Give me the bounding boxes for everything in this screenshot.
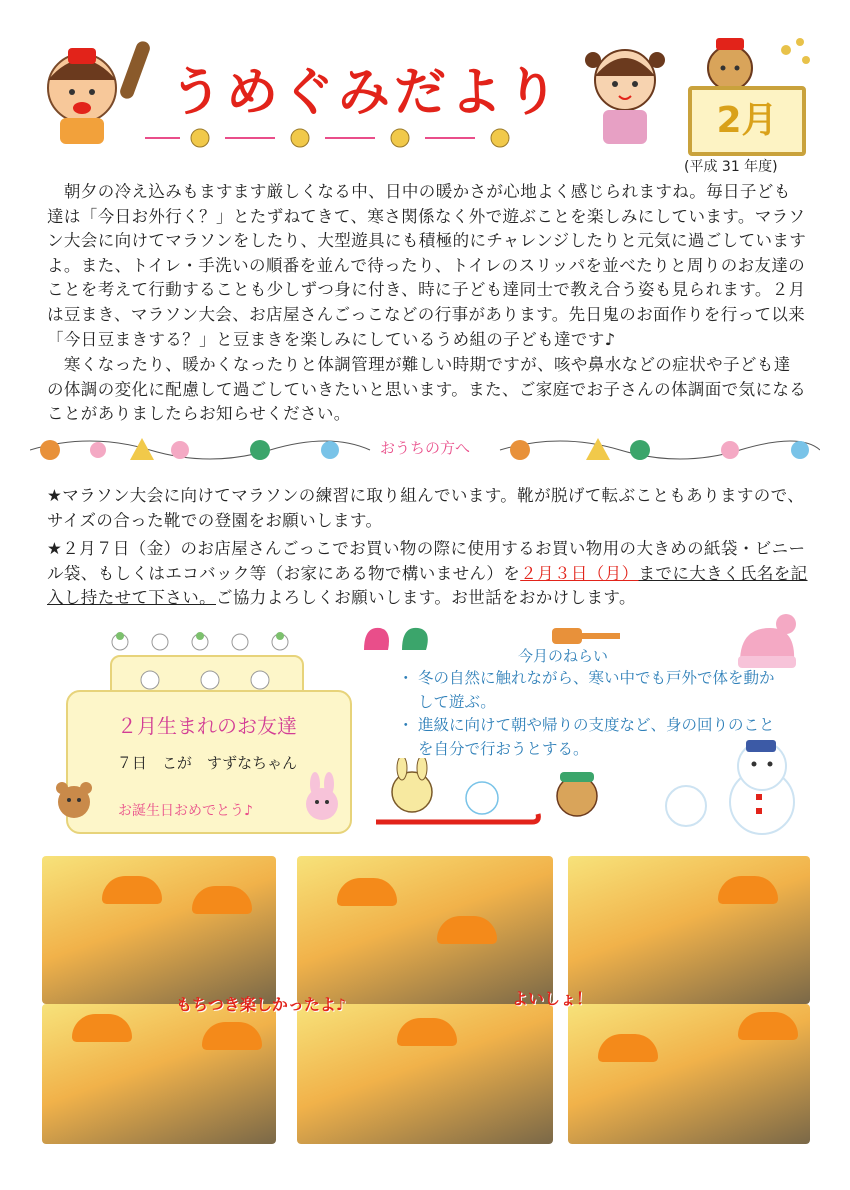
photo-mochi-2 — [297, 856, 553, 1004]
birthday-message: お誕生日おめでとう♪ — [118, 803, 253, 819]
month-label: 2月 — [716, 100, 778, 141]
photo-mochi-3 — [568, 856, 810, 1004]
notice-heading: おうちの方へ — [380, 439, 471, 457]
girl-illustration — [575, 30, 675, 150]
newsletter-title: うめぐみだより — [170, 63, 563, 123]
notice-item-shop-text: ★２月７日（金）のお店屋さんごっこでお買い物の際に使用するお買い物用の大きめの紙袋・ビニール袋、もしくはエコバック等（お家にある物で構いません）を — [47, 539, 806, 583]
notice-item-shop-instruction: までに大きく氏名を記入し持たせて下さい。 — [47, 563, 808, 608]
aim-item-self-care-text: 進級に向けて朝や帰りの支度など、身の回りのことを自分で行おうとする。 — [418, 716, 775, 758]
bean-decoration-line — [140, 128, 540, 148]
snowman-icon — [650, 736, 810, 836]
notice-deadline-date: ２月３日（月） — [520, 563, 639, 583]
photo-mochi-1 — [42, 856, 276, 1004]
mittens-icon — [358, 620, 438, 660]
health-paragraph: 寒くなったり、暖かくなったりと体調管理が難しい時期ですが、咳や鼻水などの症状や子ども達の体調の変化に配慮して過ごしていきたいと思います。また、ご家庭でお子さんの体調面で気になることがありましたらお知らせください。 — [47, 355, 807, 424]
bear-icon — [52, 778, 96, 822]
knit-hat-icon — [732, 612, 802, 672]
sled-animals-illustration — [372, 758, 672, 834]
photo-mochi-5 — [297, 1004, 553, 1144]
intro-paragraph: 朝夕の冷え込みもますます厳しくなる中、日中の暖かさが心地よく感じられますね。毎日子ども達は「今日お外行く？」とたずねてきて、寒さ関係なく外で遊ぶことを楽しみにしています。マラソン大会に向けてマラソンをしたり、大型遊具にも積極的にチャレンジしたりと元気に過ごしていますよ。また、トイレ・手洗いの順番を並んで待ったり、トイレのスリッパを並べたりと周りのお友達のことを考えて行動することも少しずつ身に付き、時に子ども達同士で教え合う姿も見られます。２月は豆まき、マラソン大会、お店屋さんごっこなどの行事があります。先日鬼のお面作りを行って以来「今日豆まきする？」と豆まきを楽しみにしているうめ組の子ども達です♪ — [47, 182, 807, 349]
bear-oni-illustration — [690, 30, 820, 90]
aim-item-self-care: ・ 進級に向けて朝や帰りの支度など、身の回りのことを自分で行おうとする。 — [398, 716, 775, 758]
notice-item-marathon: ★マラソン大会に向けてマラソンの練習に取り組んでいます。靴が脱げて転ぶこともありますので、サイズの合った靴での登園をお願いします。 — [47, 486, 805, 530]
era-label: (平成 31 年度) — [684, 159, 778, 175]
month-badge — [688, 86, 806, 156]
notice-item-shop-thanks: ご協力よろしくお願いします。お世話をおかけします。 — [216, 588, 636, 608]
cake-decoration — [60, 620, 360, 700]
birthday-child-name: ７日 こが すずなちゃん — [116, 754, 298, 772]
aim-item-outdoor: ・ 冬の自然に触れながら、寒い中でも戸外で体を動かして遊ぶ。 — [398, 669, 775, 711]
rabbit-icon — [300, 772, 344, 822]
photo-caption-yoisho: よいしょ！ — [512, 989, 593, 1008]
photo-mochi-6 — [568, 1004, 810, 1144]
notice-item-shop — [47, 537, 817, 611]
aims-title: 今月のねらい — [518, 647, 609, 665]
photo-caption-mochi: もちつき楽しかったよ♪ — [176, 995, 347, 1014]
birthday-title: ２月生まれのお友達 — [117, 714, 297, 738]
photo-mochi-4 — [42, 1004, 276, 1144]
aim-item-outdoor-text: 冬の自然に触れながら、寒い中でも戸外で体を動かして遊ぶ。 — [418, 669, 775, 711]
